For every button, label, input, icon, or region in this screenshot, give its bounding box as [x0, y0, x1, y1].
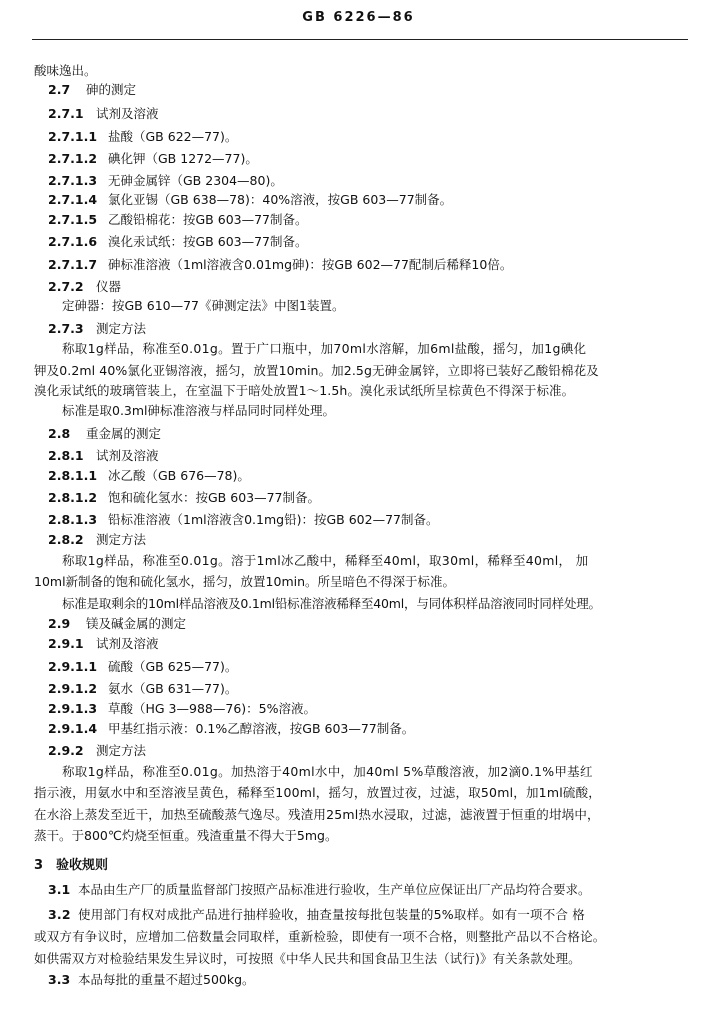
clause-number: 2.7.1.2 — [48, 151, 98, 166]
clause-text: 在水浴上蒸发至近干，加热至硫酸蒸气逸尽。残渣用25ml热水浸取，过滤，滤液置于恒重的坩埚中， — [34, 807, 600, 822]
clause-text: 重金属的测定 — [86, 426, 162, 441]
clause-number: 2.7.1.3 — [48, 173, 98, 188]
numbered-line — [48, 105, 159, 123]
numbered-line — [48, 635, 159, 653]
clause-number: 2.9.1.3 — [48, 701, 98, 716]
numbered-line — [48, 467, 250, 485]
clause-text: 酸味逸出。 — [34, 63, 97, 78]
clause-number: 2.7.3 — [48, 321, 84, 336]
numbered-line — [48, 658, 237, 676]
clause-number: 2.7.1.5 — [48, 212, 98, 227]
clause-number: 2.9.1.4 — [48, 721, 98, 736]
clause-text: 草酸（HG 3—988—76)：5%溶液。 — [108, 701, 316, 716]
clause-text: 试剂及溶液 — [96, 636, 159, 651]
text-line — [34, 382, 574, 400]
clause-text: 砷标准溶液（1ml溶液含0.01mg砷)：按GB 602—77配制后稀释10倍。 — [108, 257, 513, 272]
clause-number: 2.9.1 — [48, 636, 84, 651]
clause-number: 3 — [34, 858, 44, 873]
numbered-line — [48, 906, 585, 924]
clause-text: 无砷金属锌（GB 2304—80)。 — [108, 173, 283, 188]
numbered-line — [48, 680, 237, 698]
clause-number: 2.8.1 — [48, 448, 84, 463]
numbered-line — [48, 742, 146, 760]
clause-text: 蒸干。于800℃灼烧至恒重。残渣重量不得大于5mg。 — [34, 828, 338, 843]
numbered-line — [48, 81, 136, 99]
clause-number: 2.7.1.7 — [48, 257, 98, 272]
numbered-line — [48, 191, 452, 209]
text-line — [62, 595, 601, 613]
clause-number: 2.9.1.1 — [48, 659, 98, 674]
numbered-line — [48, 233, 308, 251]
clause-number: 2.9 — [48, 616, 71, 631]
numbered-line — [48, 211, 308, 229]
clause-text: 本品每批的重量不超过500kg。 — [78, 972, 255, 987]
clause-text: 标准是取0.3ml砷标准溶液与样品同时同样处理。 — [62, 403, 336, 418]
clause-text: 镁及碱金属的测定 — [86, 616, 187, 631]
clause-text: 测定方法 — [96, 321, 147, 336]
clause-text: 碘化钾（GB 1272—77)。 — [108, 151, 258, 166]
clause-number: 3.1 — [48, 882, 71, 897]
clause-text: 饱和硫化氢水：按GB 603—77制备。 — [108, 490, 321, 505]
numbered-line — [48, 511, 438, 529]
numbered-line — [48, 615, 186, 633]
clause-text: 标准是取剩余的10ml样品溶液及0.1ml铅标准溶液稀释至40ml，与同体积样品溶液同时同样处理。 — [62, 596, 601, 611]
numbered-line — [48, 447, 159, 465]
clause-text: 或双方有争议时，应增加二倍数量会同取样，重新检验，即使有一项不合格，则整批产品以不合格论。 — [34, 929, 606, 944]
header-divider — [32, 39, 688, 40]
numbered-line — [48, 425, 161, 443]
clause-text: 称取1g样品，称准至0.01g。置于广口瓶中，加70ml水溶解，加6ml盐酸，摇匀，加1g碘化 — [62, 341, 587, 356]
clause-number: 2.7.1.1 — [48, 129, 98, 144]
text-line — [62, 763, 593, 781]
clause-text: 测定方法 — [96, 532, 147, 547]
clause-text: 试剂及溶液 — [96, 448, 159, 463]
numbered-line — [48, 278, 121, 296]
clause-number: 2.7.1 — [48, 106, 84, 121]
clause-text: 盐酸（GB 622—77)。 — [108, 129, 238, 144]
clause-text: 如供需双方对检验结果发生异议时，可按照《中华人民共和国食品卫生法（试行)》有关条款处理。 — [34, 951, 581, 966]
clause-text: 乙酸铅棉花：按GB 603—77制备。 — [108, 212, 308, 227]
text-line — [62, 402, 335, 420]
text-line — [34, 827, 337, 845]
numbered-line — [48, 700, 316, 718]
numbered-line — [48, 256, 512, 274]
clause-text: 测定方法 — [96, 743, 147, 758]
clause-number: 2.7.1.4 — [48, 192, 98, 207]
clause-number: 2.9.1.2 — [48, 681, 98, 696]
clause-text: 使用部门有权对成批产品进行抽样验收，抽查量按每批包装量的5%取样。如有一项不合 格 — [78, 907, 586, 922]
clause-text: 硫酸（GB 625—77)。 — [108, 659, 238, 674]
numbered-line — [48, 881, 591, 899]
text-line — [34, 784, 601, 802]
text-line — [62, 297, 344, 315]
clause-text: 冰乙酸（GB 676—78)。 — [108, 468, 250, 483]
numbered-line — [48, 320, 146, 338]
clause-text: 铅标准溶液（1ml溶液含0.1mg铅)：按GB 602—77制备。 — [108, 512, 439, 527]
text-line — [34, 573, 455, 591]
clause-text: 溴化汞试纸：按GB 603—77制备。 — [108, 234, 308, 249]
clause-text: 定砷器：按GB 610—77《砷测定法》中图1装置。 — [62, 298, 345, 313]
clause-number: 2.7 — [48, 82, 71, 97]
clause-number: 2.8 — [48, 426, 71, 441]
numbered-line — [48, 489, 320, 507]
clause-text: 称取1g样品，称准至0.01g。加热溶于40ml水中，加40ml 5%草酸溶液，加2滴0.1%甲基红 — [62, 764, 593, 779]
clause-text: 溴化汞试纸的玻璃管装上，在室温下于暗处放置1～1.5h。溴化汞试纸所呈棕黄色不得深于标准。 — [34, 383, 575, 398]
clause-number: 2.8.1.1 — [48, 468, 98, 483]
text-line — [34, 950, 581, 968]
numbered-line — [34, 857, 108, 875]
clause-number: 3.2 — [48, 907, 71, 922]
standard-code-header: GB 6226—86 — [302, 10, 415, 25]
clause-number: 2.8.2 — [48, 532, 84, 547]
text-line — [34, 806, 600, 824]
numbered-line — [48, 531, 146, 549]
clause-text: 称取1g样品，称准至0.01g。溶于1ml冰乙酸中，稀释至40ml，取30ml，稀释至40ml， 加 — [62, 553, 589, 568]
text-line — [34, 362, 599, 380]
clause-text: 氨水（GB 631—77)。 — [108, 681, 238, 696]
text-line — [62, 340, 586, 358]
text-line — [34, 928, 606, 946]
clause-text: 10ml新制备的饱和硫化氢水，摇匀，放置10min。所呈暗色不得深于标准。 — [34, 574, 456, 589]
clause-text: 验收规则 — [56, 858, 109, 873]
numbered-line — [48, 172, 283, 190]
numbered-line — [48, 720, 414, 738]
clause-text: 指示液，用氨水中和至溶液呈黄色，稀释至100ml，摇匀，放置过夜，过滤，取50ml，加1ml硫酸， — [34, 785, 601, 800]
text-line — [62, 552, 588, 570]
clause-number: 2.9.2 — [48, 743, 84, 758]
clause-text: 砷的测定 — [86, 82, 137, 97]
clause-text: 氯化亚锡（GB 638—78)：40%溶液，按GB 603—77制备。 — [108, 192, 453, 207]
numbered-line — [48, 971, 255, 989]
clause-number: 2.7.1.6 — [48, 234, 98, 249]
clause-number: 2.8.1.2 — [48, 490, 98, 505]
clause-text: 甲基红指示液：0.1%乙醇溶液，按GB 603—77制备。 — [108, 721, 415, 736]
clause-number: 2.8.1.3 — [48, 512, 98, 527]
numbered-line — [48, 150, 258, 168]
clause-text: 钾及0.2ml 40%氯化亚锡溶液，摇匀，放置10min。加2.5g无砷金属锌，立即将已装好乙酸铅棉花及 — [34, 363, 599, 378]
clause-text: 本品由生产厂的质量监督部门按照产品标准进行验收，生产单位应保证出厂产品均符合要求。 — [78, 882, 591, 897]
numbered-line — [48, 128, 237, 146]
clause-number: 3.3 — [48, 972, 71, 987]
clause-text: 仪器 — [96, 279, 122, 294]
text-line — [34, 62, 97, 80]
clause-number: 2.7.2 — [48, 279, 84, 294]
clause-text: 试剂及溶液 — [96, 106, 159, 121]
